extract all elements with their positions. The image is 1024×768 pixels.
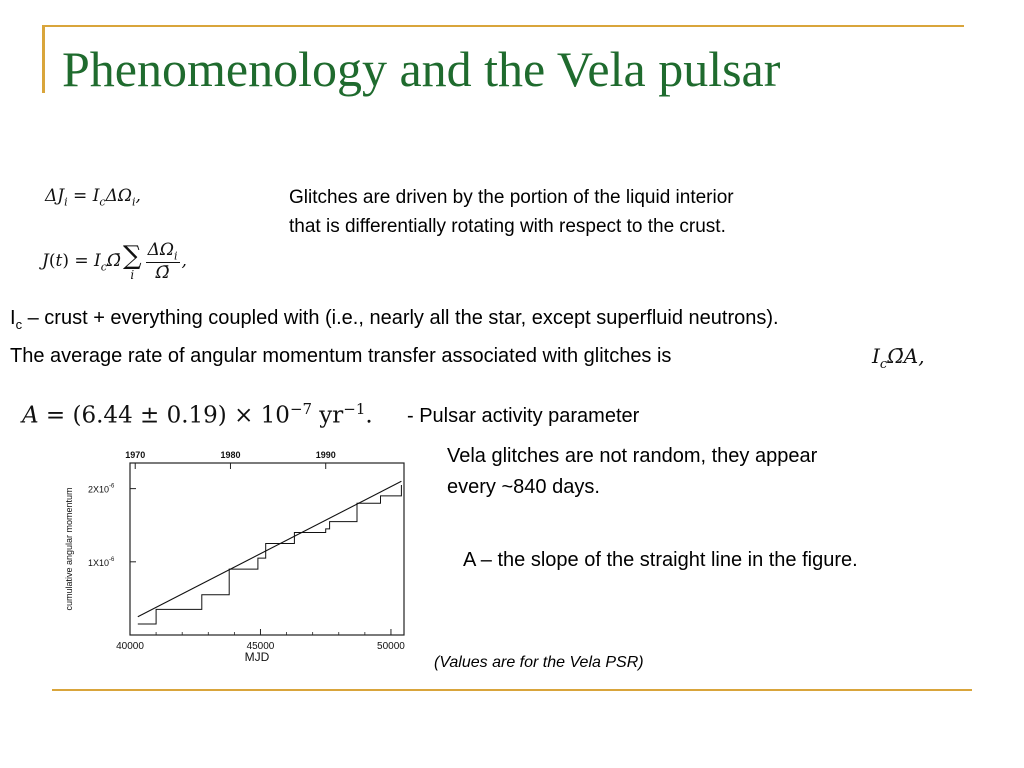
y-tick-exponent: -6 [109, 483, 115, 490]
y-tick-label: 1X10 [87, 557, 109, 568]
y-tick-exponent: -6 [109, 556, 115, 563]
average-rate-text: The average rate of angular momentum transfer associated with glitches is [10, 345, 672, 367]
x-tick-label: 40000 [116, 641, 144, 652]
equation-delta-j: $\Delta J_i = I_c\Delta\Omega_i$, [45, 186, 141, 209]
chart-svg [58, 445, 408, 675]
top-rule [42, 25, 964, 27]
top-tick-label: 1970 [125, 450, 146, 460]
activity-parameter-label: - Pulsar activity parameter [407, 405, 640, 427]
x-tick-label: 45000 [246, 641, 275, 652]
y-tick-label: 2X10 [87, 484, 109, 495]
bottom-rule [52, 689, 972, 691]
x-tick-label: 50000 [377, 641, 405, 652]
slide-title: Phenomenology and the Vela pulsar [62, 41, 781, 97]
top-tick-label: 1990 [315, 450, 336, 460]
title-accent-bar [42, 25, 45, 93]
equation-j-of-t: $J(t) = I_c\Omegā\sum$ i $\frac{\Delta\Omega_i}{\Omegā}$ , [42, 240, 187, 284]
angular-momentum-chart [58, 445, 408, 675]
equation-rate: $I_c\OmegāA$, [872, 344, 925, 372]
y-axis-label: cumulative angular momentum [64, 487, 74, 611]
values-note: (Values are for the Vela PSR) [434, 654, 644, 671]
glitch-explanation: Glitches are driven by the portion of the liquid interior that is differentially rotating with respect to the crust. [289, 187, 734, 237]
step-series [138, 485, 402, 624]
slope-text: A – the slope of the straight line in the figure. [463, 549, 858, 571]
fit-line [138, 481, 402, 616]
x-axis-label: MJD [244, 650, 270, 664]
equation-activity-parameter: $A = (6.44 \pm 0.19) \times 10^{-7}$ $yr^{-1}$. [22, 400, 373, 429]
vela-glitch-text: Vela glitches are not random, they appear every ~840 days. [447, 445, 818, 498]
top-tick-label: 1980 [220, 450, 241, 460]
ic-description: $I_c$ – crust + everything coupled with (i.e., nearly all the star, except superfluid neutrons). [10, 307, 779, 332]
